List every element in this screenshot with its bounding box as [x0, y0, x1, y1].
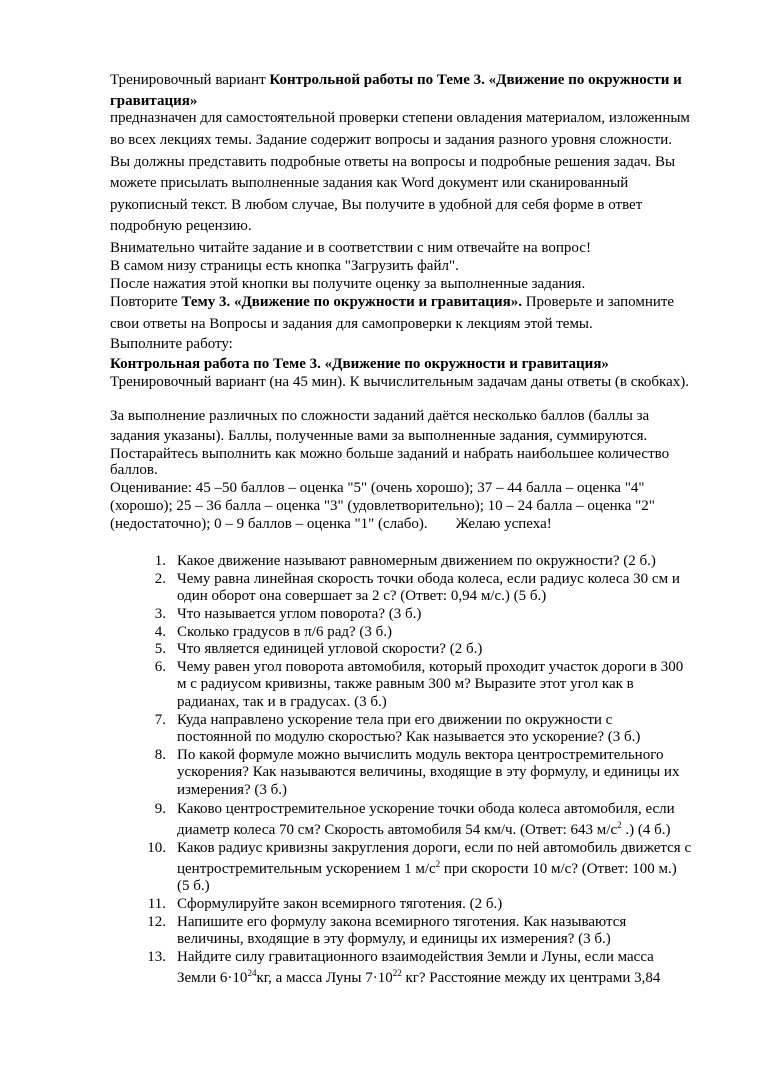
instruction-line: Внимательно читайте задание и в соответствии с ним отвечайте на вопрос! [110, 240, 591, 256]
scoring-line: (хорошо); 25 – 36 балла – оценка "3" (удовлетворительно); 10 – 24 балла – оценка "2" [110, 498, 655, 514]
question-8: По какой формуле можно вычислить модуль вектора центростремительного [177, 747, 664, 763]
question-number: 8. [154, 747, 166, 763]
question-number: 10. [147, 840, 166, 856]
question-5: Что является единицей угловой скорости? (2 б.) [177, 641, 483, 657]
scoring-line: За выполнение различных по сложности заданий даётся несколько баллов (баллы за [110, 408, 650, 424]
question-7: Куда направлено ускорение тела при его движении по окружности с [177, 712, 613, 728]
question-number: 5. [154, 641, 166, 657]
repeat-line-2: свои ответы на Вопросы и задания для самопроверки к лекциям этой темы. [110, 316, 593, 332]
question-number: 1. [154, 553, 166, 569]
question-12: Напишите его формулу закона всемирного тяготения. Как называются [177, 914, 627, 930]
question-10: (5 б.) [177, 878, 210, 894]
question-number: 6. [154, 659, 166, 675]
intro-p1-line: рукописный текст. В любом случае, Вы получите в удобной для себя форме в ответ [110, 197, 643, 213]
question-2: один оборот она совершает за 2 с? (Ответ: 0,94 м/с.) (5 б.) [177, 588, 547, 604]
question-number: 13. [147, 949, 166, 965]
question-number: 11. [147, 896, 166, 912]
intro-line-2: гравитация» [110, 93, 198, 109]
question-6: Чему равен угол поворота автомобиля, который проходит участок дороги в 300 [177, 659, 684, 675]
question-number: 3. [154, 606, 166, 622]
question-9: диаметр колеса 70 см? Скорость автомобиля 54 км/ч. (Ответ: 643 $м/с^2$ .) (4 б.) [177, 820, 671, 838]
question-8: измерения? (3 б.) [177, 782, 288, 798]
work-title: Контрольная работа по Теме 3. «Движение по окружности и гравитация» [110, 356, 609, 372]
intro-p1-line: предназначен для самостоятельной проверки степени овладения материалом, изложенным [110, 110, 690, 126]
repeat-line: Повторите Тему 3. «Движение по окружности и гравитация». Проверьте и запомните [110, 294, 675, 310]
intro-p1-line: можете присылать выполненные задания как Word документ или сканированный [110, 175, 629, 191]
wish: Желаю успеха! [455, 516, 552, 532]
work-variant: Тренировочный вариант (на 45 мин). К вычислительным задачам даны ответы (в скобках). [110, 374, 690, 390]
do-work: Выполните работу: [110, 336, 233, 352]
question-10: центростремительным ускорением 1 $м/с^2$ при скорости 10 м/с? (Ответ: 100 м.) [177, 859, 677, 877]
scoring-line: баллов. [110, 462, 158, 478]
scoring-line: Постарайтесь выполнить как можно больше заданий и набрать наибольшее количество [110, 446, 670, 462]
question-number: 7. [154, 712, 166, 728]
question-1: Какое движение называют равномерным движением по окружности? (2 б.) [177, 553, 656, 569]
intro-p1-line: Вы должны представить подробные ответы на вопросы и подробные решения задач. Вы [110, 154, 676, 170]
question-6: радианах, так и в градусах. (3 б.) [177, 694, 387, 710]
question-number: 2. [154, 571, 166, 587]
question-4: Сколько градусов в π/6 рад? (3 б.) [177, 624, 393, 640]
question-10: Каков радиус кривизны закругления дороги, если по ней автомобиль движется с [177, 840, 692, 856]
question-6: м с радиусом кривизны, также равным 300 м? Выразите этот угол как в [177, 676, 634, 692]
question-11: Сформулируйте закон всемирного тяготения. (2 б.) [177, 896, 503, 912]
question-number: 9. [154, 801, 166, 817]
scoring-line: Оценивание: 45 –50 баллов – оценка "5" (очень хорошо); 37 – 44 балла – оценка "4" [110, 480, 645, 496]
question-2: Чему равна линейная скорость точки обода колеса, если радиус колеса 30 см и [177, 571, 680, 587]
scoring-line: задания указаны). Баллы, полученные вами за выполненные задания, суммируются. [110, 428, 648, 444]
question-9: Каково центростремительное ускорение точки обода колеса автомобиля, если [177, 801, 675, 817]
question-13: Земли $6\cdot 10^{24}кг$, а масса Луны $7\cdot 10^{22}$ кг? Расстояние между их центрами 3,84 [177, 968, 661, 986]
question-number: 12. [147, 914, 166, 930]
instruction-line: В самом низу страницы есть кнопка "Загрузить файл". [110, 258, 459, 274]
intro-line-1: Тренировочный вариант Контрольной работы по Теме 3. «Движение по окружности и [110, 72, 682, 88]
question-8: ускорения? Как называются величины, входящие в эту формулу, и единицы их [177, 764, 680, 780]
scoring-last-line: (недостаточно); 0 – 9 баллов – оценка "1" (слабо). Желаю успеха! [110, 516, 552, 532]
question-7: постоянной по модулю скоростью? Как называется это ускорение? (3 б.) [177, 729, 641, 745]
intro-p1-line: во всех лекциях темы. Задание содержит вопросы и задания разного уровня сложности. [110, 132, 672, 148]
question-3: Что называется углом поворота? (3 б.) [177, 606, 422, 622]
intro-p1-line: подробную рецензию. [110, 218, 252, 234]
question-12: величины, входящие в эту формулу, и единицы их измерения? (3 б.) [177, 931, 611, 947]
question-13: Найдите силу гравитационного взаимодействия Земли и Луны, если масса [177, 949, 654, 965]
instruction-line: После нажатия этой кнопки вы получите оценку за выполненные задания. [110, 276, 586, 292]
question-number: 4. [154, 624, 166, 640]
